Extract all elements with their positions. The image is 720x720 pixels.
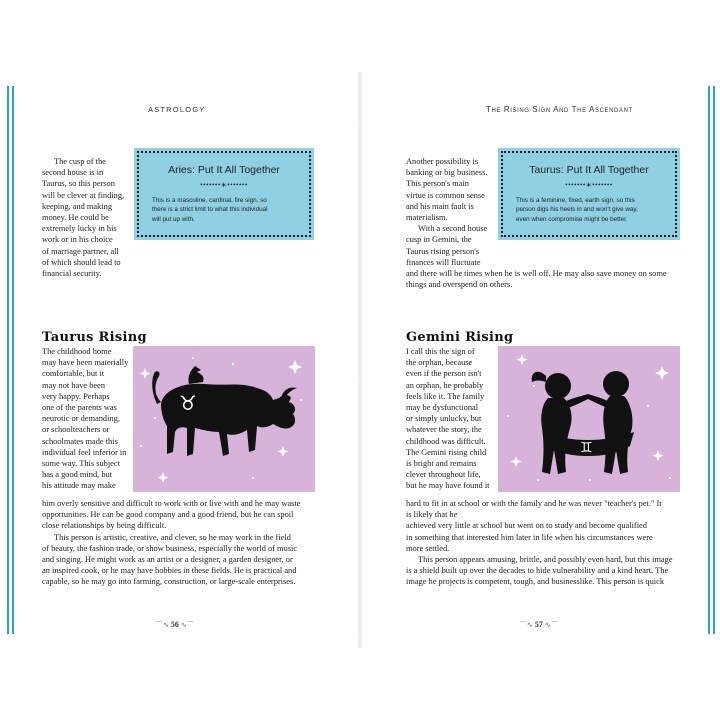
left-margin-rule — [7, 86, 9, 634]
text-line: keeping, and making — [42, 201, 113, 211]
gemini-rising-heading: Gemini Rising — [406, 330, 514, 345]
text-line: or schoolteachers or — [42, 425, 110, 435]
left-intro-text — [42, 156, 142, 279]
text-line: him overly sensitive and difficult to work with or live with and he may waste — [42, 499, 301, 508]
text-line: feels like it. The family — [406, 391, 485, 401]
right-intro-text — [406, 156, 506, 268]
taurus-bull-svg — [133, 346, 315, 492]
text-line: is likely that he — [406, 510, 458, 520]
text-line: The childhood home — [42, 347, 112, 356]
aries-summary-box — [134, 148, 314, 240]
folio-ornament-icon: ∿⌒ — [180, 621, 194, 629]
text-line: the orphan, because — [406, 358, 473, 368]
text-line: even when compromise might be better. — [516, 215, 628, 223]
left-running-head: ASTROLOGY — [148, 105, 206, 114]
text-line: one of the parents was — [42, 403, 117, 413]
page-number: 56 — [170, 620, 179, 629]
text-line: in something that interested him later in life when his circumstances were — [406, 532, 653, 542]
text-line: an inspired cook, or he may have hobbies in these fields. He is practical and — [42, 566, 297, 576]
text-line: Taurus, so this person — [42, 179, 115, 189]
right-wrapped-text — [406, 346, 506, 492]
text-line: will be clever at finding, — [42, 190, 125, 200]
text-line: With a second house — [418, 224, 488, 234]
left-margin-rule-inner — [12, 86, 14, 634]
text-line: Taurus rising person's — [406, 246, 480, 256]
twins-silhouette — [532, 371, 634, 474]
box-flourish-ornament: •••••••∗••••••• — [200, 181, 248, 189]
box-flourish-ornament: •••••••∗••••••• — [565, 181, 613, 189]
folio-ornament-icon: ⌒∿ — [156, 621, 169, 629]
text-line: This is a feminine, fixed, earth sign, so this — [516, 197, 635, 204]
text-line: hard to fit in at school or with the family and he was never "teacher's pet." It — [406, 499, 662, 508]
text-line: This person is artistic, creative, and clever, so he may work in the field — [54, 532, 291, 542]
text-line: is a shield built up over the decades to hide vulnerability and a kind heart. The — [406, 566, 669, 576]
page-number: 57 — [534, 620, 543, 629]
text-line: extremely lucky in his — [42, 224, 117, 234]
text-line: of which should lead to — [42, 257, 121, 267]
sparkle-stars — [507, 354, 671, 481]
text-line: money. He could be — [42, 213, 109, 223]
folio-ornament-icon: ⌒∿ — [520, 621, 533, 629]
text-line: more settled. — [406, 543, 450, 553]
text-line: of beauty, the fashion trade, or show business, especially the world of music — [42, 543, 298, 553]
text-line: second house is in — [42, 168, 104, 178]
text-line: things and overspend on others. — [406, 280, 513, 290]
text-line: I call this the sign of — [406, 347, 475, 356]
text-line: clever throughout life, — [406, 470, 481, 480]
text-line: or simply unlucky, but — [406, 414, 482, 424]
text-line: childhood was difficult. — [406, 436, 486, 446]
box-text — [516, 196, 668, 224]
taurus-rising-heading: Taurus Rising — [42, 330, 147, 345]
text-line: may have been materially — [42, 358, 129, 368]
bull-silhouette — [152, 366, 297, 456]
right-margin-rule-inner — [708, 86, 710, 634]
text-line: very happy. Perhaps — [42, 391, 110, 401]
text-line: and singing. He might work as an artist or a designer, a garden designer, or — [42, 555, 293, 565]
text-line: there is a strict limit to what this individual — [152, 206, 268, 214]
text-line: finances will fluctuate — [406, 257, 481, 267]
box-text — [152, 196, 302, 224]
text-line: achieved very little at school but went on to study and become qualified — [406, 521, 647, 531]
text-line: and his main fault is — [406, 201, 474, 211]
text-line: This person appears amusing, brittle, and possibly even hard, but this image — [418, 555, 673, 565]
text-line: person digs his heels in and won't give way, — [516, 206, 638, 214]
text-line: will put up with. — [152, 215, 195, 223]
left-wrapped-text — [42, 346, 142, 492]
box-title: Taurus: Put It All Together — [529, 164, 649, 176]
text-line: cusp in Gemini, the — [406, 235, 472, 245]
text-line: schoolmates made this — [42, 436, 118, 446]
text-line: The cusp of the — [54, 157, 106, 166]
text-line: financial security. — [42, 269, 102, 279]
text-line: capable, so he may go into farming, construction, or large-scale enterprises. — [42, 577, 296, 587]
text-line: but he may have found it — [406, 481, 490, 491]
text-line: banking or big business. — [406, 168, 488, 178]
text-line: virtue is common sense — [406, 190, 485, 200]
right-intro-full-text — [406, 268, 676, 290]
box-title: Aries: Put It All Together — [168, 164, 280, 176]
taurus-summary-box — [498, 148, 680, 240]
text-line: work or in his choice — [42, 235, 113, 245]
right-running-head: The Rising Sign And The Ascendant — [486, 105, 633, 114]
left-full-width-text — [42, 498, 312, 588]
right-page-folio — [520, 620, 558, 630]
text-line: comfortable, but it — [42, 369, 105, 379]
text-line: This person's main — [406, 179, 469, 189]
text-line: of marriage partner, all — [42, 246, 119, 256]
text-line: is bright and remains — [406, 459, 477, 469]
book-gutter — [357, 72, 363, 648]
gemini-twins-illustration — [498, 346, 680, 492]
text-line: Another possibility is — [406, 157, 479, 166]
text-line: The Gemini rising child — [406, 447, 487, 457]
text-line: neurotic or demanding, — [42, 414, 120, 424]
left-page-folio — [156, 620, 194, 630]
text-line: opportunities. He can be good company and a good friend, but he can spoil — [42, 510, 294, 520]
text-line: whatever the story, the — [406, 425, 482, 435]
text-line: has a good mind, but — [42, 470, 113, 480]
text-line: may not have been — [42, 380, 106, 390]
text-line: close relationships by being difficult. — [42, 521, 167, 531]
text-line: his attitude may make — [42, 481, 116, 491]
taurus-bull-illustration — [133, 346, 315, 492]
text-line: image he projects is competent, tough, and businesslike. This person is quick — [406, 577, 665, 587]
text-line: individual feel inferior in — [42, 447, 127, 457]
text-line: and there will be times when he is well off. He may also save money on some — [406, 269, 667, 278]
text-line: This is a masculine, cardinal, fire sign, so — [152, 197, 267, 204]
text-line: even if the person isn't — [406, 369, 482, 379]
right-full-width-text — [406, 498, 682, 588]
taurus-glyph-icon: ♉ — [179, 391, 197, 415]
gemini-twins-svg — [498, 346, 680, 492]
text-line: may be dysfunctional — [406, 403, 479, 413]
gemini-glyph-icon: ♊ — [580, 440, 593, 456]
text-line: some way. This subject — [42, 459, 120, 469]
folio-ornament-icon: ∿⌒ — [544, 621, 558, 629]
text-line: materialism. — [406, 213, 448, 223]
right-margin-rule — [713, 86, 715, 634]
text-line: an orphan, he probably — [406, 380, 484, 390]
